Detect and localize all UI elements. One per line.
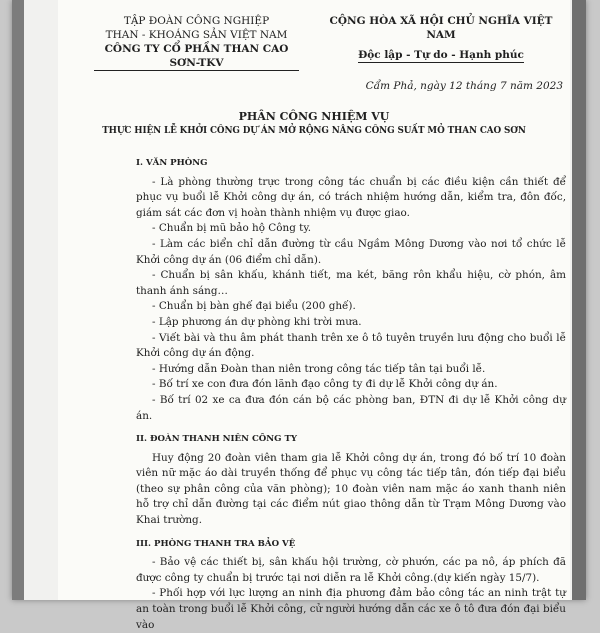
paragraph: - Chuẩn bị sân khấu, khánh tiết, ma két, băng rôn khẩu hiệu, cờ phón, âm thanh ánh sáng…	[136, 269, 566, 297]
paragraph: - Bố trí 02 xe ca đưa đón cán bộ các phòng ban, ĐTN đi dự lễ Khởi công dự án.	[136, 393, 566, 422]
document-title: PHÂN CÔNG NHIỆM VỤ	[238, 110, 390, 123]
paragraph: - Hướng dẫn Đoàn than niên trong công tác tiếp tân tại buổi lễ.	[152, 362, 486, 375]
paragraph: - Bảo vệ các thiết bị, sân khấu hội trường, cờ phướn, các pa nô, áp phích đã được công ty chuẩn bị trước tại nơi diễn ra lễ Khởi công.(dự kiến ngày 15/7).	[136, 556, 566, 584]
paragraph: - Lập phương án dự phòng khi trời mưa.	[152, 315, 362, 328]
scan-edge-left	[12, 0, 24, 600]
section-heading: II. ĐOÀN THANH NIÊN CÔNG TY	[136, 434, 297, 445]
section-2	[136, 432, 566, 529]
paragraph: Huy động 20 đoàn viên tham gia lễ Khởi công dự án, trong đó bố trí 10 đoàn viên nữ mặc áo dài truyền thống để phục vụ công tác tiếp tân, đón tiếp đại biểu (theo sự phân công của văn phòng); 10 đoàn viên nam mặc áo xanh thanh niên hỗ trợ chỉ dẫn đường tại các điểm nút giao thông dẫn từ Trạm Mông Dương vào Khai trường.	[136, 451, 566, 527]
issuer-name: CÔNG TY CỔ PHẦN THAN CAO SƠN-TKV	[94, 42, 299, 71]
issuer-line-1: TẬP ĐOÀN CÔNG NGHIỆP	[123, 15, 270, 27]
paragraph: - Chuẩn bị mũ bảo hộ Công ty.	[152, 222, 312, 235]
paragraph: - Làm các biển chỉ dẫn đường từ cầu Ngầm Mông Dương vào nơi tổ chức lễ Khởi công dự án (06 điểm chỉ dẫn).	[136, 237, 566, 266]
document-subtitle: THỰC HIỆN LỄ KHỞI CÔNG DỰ ÁN MỞ RỘNG NÂNG CÔNG SUẤT MỎ THAN CAO SƠN	[102, 126, 526, 136]
scan-edge-right	[572, 0, 586, 600]
paragraph: - Là phòng thường trực trong công tác chuẩn bị các điều kiện cần thiết để phục vụ buổi lễ Khởi công dự án, có trách nhiệm hướng dẫn, kiểm tra, đôn đốc, giám sát các đơn vị hoàn thành nhiệm vụ được giao.	[136, 175, 566, 219]
section-1	[136, 156, 566, 424]
paragraph: - Viết bài và thu âm phát thanh trên xe ô tô tuyên truyền lưu động cho buổi lễ Khởi công dự án động.	[136, 331, 566, 360]
paragraph: - Phối hợp với lực lượng an ninh địa phương đảm bảo công tác an ninh trật tự an toàn trong buổi lễ Khởi công, cử người hướng dẫn các xe ô tô đưa đón đại biểu vào	[136, 587, 566, 631]
issuer-block	[94, 14, 299, 71]
section-heading: III. PHÒNG THANH TRA BẢO VỆ	[136, 538, 296, 549]
section-heading: I. VĂN PHÒNG	[136, 158, 208, 168]
motto: Độc lập - Tự do - Hạnh phúc	[358, 49, 524, 61]
paragraph: - Bố trí xe con đưa đón lãnh đạo công ty đi dự lễ Khởi công dự án.	[152, 378, 498, 391]
paragraph: - Chuẩn bị bàn ghế đại biểu (200 ghế).	[152, 300, 356, 313]
document-frame	[12, 0, 586, 631]
country-name: CỘNG HÒA XÃ HỘI CHỦ NGHĨA VIỆT NAM	[329, 15, 553, 41]
issuer-line-2: THAN - KHOÁNG SẢN VIỆT NAM	[105, 29, 288, 41]
section-3	[136, 537, 566, 633]
dateline: Cẩm Phả, ngày 12 tháng 7 năm 2023	[365, 80, 563, 92]
document-body	[136, 154, 566, 633]
national-motto-block	[316, 14, 566, 63]
document-page	[58, 0, 570, 631]
